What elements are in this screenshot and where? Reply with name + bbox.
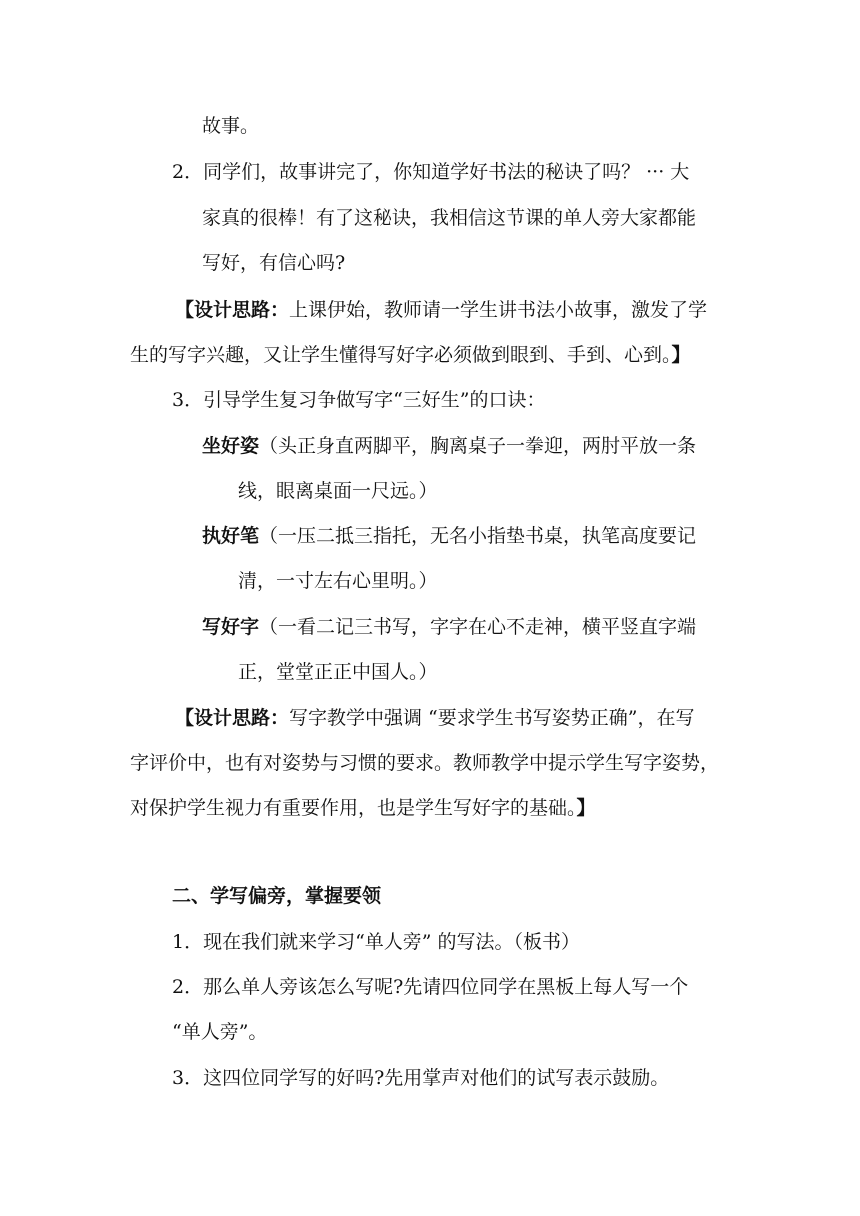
text: 正，堂堂正正中国人。） [238,661,438,683]
paragraph-line [130,795,596,821]
paragraph-line [202,113,259,139]
text: 写字教学中强调 “要求学生书写姿势正确”，在写 [289,707,695,729]
text: 字评价中，也有对姿势与习惯的要求。教师教学中提示学生写字姿势， [130,752,720,774]
text: “单人旁”。 [172,1021,268,1043]
text: 生的写字兴趣，又让学生懂得写好字必须做到眼到、手到、心到。 [130,344,672,366]
text: 对保护学生视力有重要作用，也是学生写好字的基础。 [130,797,577,819]
rhyme-pen [202,523,696,549]
paragraph-line [202,250,345,276]
list-item-3 [172,387,546,413]
text: 上课伊始，教师请一学生讲书法小故事，激发了学 [289,299,708,321]
section-heading [172,883,381,909]
rhyme-sitting [202,433,696,459]
text: 家真的很棒！有了这秘诀，我相信这节课的单人旁大家都能 [202,207,697,229]
list-item-2 [172,974,688,1000]
rhyme-title: 执好笔 [202,525,260,547]
text: 写好，有信心吗? [202,252,346,274]
text: 清，一寸左右心里明。） [238,570,438,592]
rhyme-title: 坐好姿 [202,435,260,457]
text: （头正身直两脚平，胸离桌子一拳迎，两肘平放一条 [259,435,697,457]
paragraph-line [130,750,719,776]
paragraph-line [130,342,691,368]
paragraph-line [238,478,438,504]
text: 3．引导学生复习争做写字“三好生”的口诀： [172,389,546,411]
text: （一看二记三书写，字字在心不走神，横平竖直字端 [259,616,697,638]
list-item-3 [172,1065,669,1091]
list-item-1 [172,929,580,955]
design-note-label: 【设计思路： [175,707,290,729]
paragraph-line [202,205,696,231]
rhyme-writing [202,614,696,640]
text: 2．同学们，故事讲完了，你知道学好书法的秘诀了吗？ ··· 大 [172,161,690,183]
rhyme-title: 写好字 [202,616,260,638]
paragraph-line [238,568,438,594]
paragraph-line [238,659,438,685]
design-note-label: 【设计思路： [175,299,290,321]
list-item-2 [172,159,689,185]
design-note [175,297,707,323]
text: 故事。 [202,115,260,137]
text: 2．那么单人旁该怎么写呢?先请四位同学在黑板上每人写一个 [172,976,689,998]
design-note [175,705,694,731]
bracket-close: 】 [671,344,691,366]
text: （一压二抵三指托，无名小指垫书桌，执笔高度要记 [259,525,697,547]
bracket-close: 】 [576,797,596,819]
text: 3．这四位同学写的好吗?先用掌声对他们的试写表示鼓励。 [172,1067,670,1089]
paragraph-line [172,1019,267,1045]
heading-text: 二、学写偏旁，掌握要领 [172,885,382,907]
text: 线，眼离桌面一尺远。） [238,480,438,502]
text: 1．现在我们就来学习“单人旁” 的写法。（板书） [172,931,581,953]
